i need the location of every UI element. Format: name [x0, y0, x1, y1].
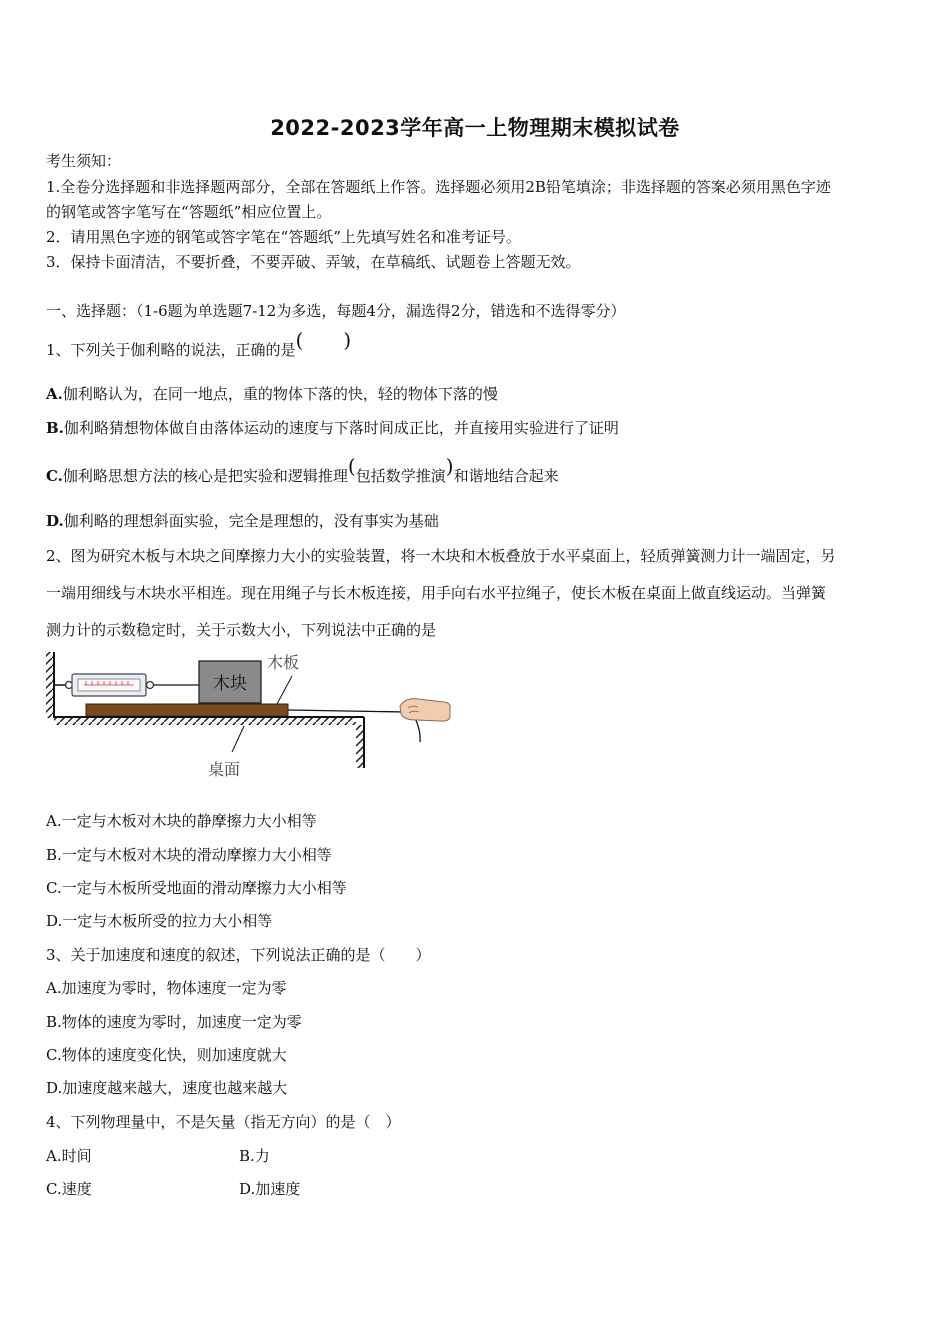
q2-option-d: D.一定与木板所受的拉力大小相等: [46, 912, 273, 930]
wooden-block: [199, 661, 261, 703]
q3-stem: 3、关于加速度和速度的叙述，下列说法正确的是（ ）: [46, 946, 431, 964]
notice-item-1-cont: 的钢笔或答字笔写在“答题纸”相应位置上。: [46, 203, 332, 221]
q1-option-b: [46, 418, 619, 438]
notice-heading: 考生须知：: [46, 152, 122, 170]
notice-item-3: 3．保持卡面清洁，不要折叠，不要弄破、弄皱，在草稿纸、试题卷上答题无效。: [46, 253, 581, 271]
wall: [46, 652, 54, 718]
q2-stem-line-3: 测力计的示数稳定时，关于示数大小，下列说法中正确的是: [46, 621, 437, 639]
q4-stem: 4、下列物理量中，不是矢量（指无方向）的是（ ）: [46, 1113, 401, 1131]
q1-stem-text: 1、下列关于伽利略的说法，正确的是: [46, 341, 296, 359]
page-title: 2022-2023学年高一上物理期末模拟试卷: [270, 116, 680, 140]
q1-stem: [46, 328, 352, 360]
option-letter: D.: [46, 512, 64, 530]
q2-stem-line-1: 2、图为研究木板与木块之间摩擦力大小的实验装置，将一木块和木板叠放于水平桌面上，轻质弹簧测力计一端固定，另: [46, 547, 836, 565]
q1-option-d: [46, 511, 439, 531]
spring-scale: [54, 674, 199, 696]
option-text: 伽利略认为，在同一地点，重的物体下落的快，轻的物体下落的慢: [62, 385, 498, 403]
notice-item-1: 1.全卷分选择题和非选择题两部分，全部在答题纸上作答。选择题必须用2B铅笔填涂；非选择题的答案必须用黑色字迹: [46, 178, 831, 196]
q4-option-a: A.时间: [46, 1147, 92, 1165]
rope: [288, 710, 406, 712]
option-letter: B.: [46, 419, 64, 437]
q1-option-a: [46, 384, 498, 404]
q1-option-c: [46, 454, 559, 486]
paren-left: (: [347, 454, 356, 478]
option-text: 伽利略思想方法的核心是把实验和逻辑推理: [62, 467, 348, 485]
option-text-end: 和谐地结合起来: [453, 467, 559, 485]
option-letter: A.: [46, 385, 63, 403]
option-text: 伽利略猜想物体做自由落体运动的速度与下落时间成正比，并直接用实验进行了证明: [63, 419, 619, 437]
q3-option-a: A.加速度为零时，物体速度一定为零: [46, 979, 287, 997]
q1-bracket: ( ): [295, 328, 352, 352]
q3-option-b: B.物体的速度为零时，加速度一定为零: [46, 1013, 302, 1031]
option-text-inner: 包括数学推演: [355, 467, 446, 485]
block-label: 木块: [213, 674, 247, 694]
q2-stem-line-2: 一端用细线与木块水平相连。现在用绳子与长木板连接，用手向右水平拉绳子，使长木板在桌面上做直线运动。当弹簧: [46, 584, 827, 602]
q2-option-b: B.一定与木板对木块的滑动摩擦力大小相等: [46, 846, 332, 864]
q4-option-d: D.加速度: [239, 1180, 301, 1198]
table-label: 桌面: [208, 760, 241, 779]
q4-option-c: C.速度: [46, 1180, 92, 1198]
friction-apparatus-figure: [44, 650, 464, 785]
notice-item-2: 2．请用黑色字迹的钢笔或答字笔在“答题纸”上先填写姓名和准考证号。: [46, 228, 521, 246]
paren-right: ): [445, 454, 454, 478]
table-surface: [54, 717, 364, 779]
q3-option-c: C.物体的速度变化快，则加速度就大: [46, 1046, 287, 1064]
q3-option-d: D.加速度越来越大，速度也越来越大: [46, 1079, 288, 1097]
q2-option-a: A.一定与木板对木块的静摩擦力大小相等: [46, 812, 317, 830]
q2-option-c: C.一定与木板所受地面的滑动摩擦力大小相等: [46, 879, 347, 897]
option-text: 伽利略的理想斜面实验，完全是理想的，没有事实为基础: [63, 512, 439, 530]
hand-icon: [400, 699, 450, 722]
q4-option-b: B.力: [239, 1147, 270, 1165]
section-heading: 一、选择题：（1-6题为单选题7-12为多选，每题4分，漏选得2分，错选和不选得零分）: [46, 302, 626, 320]
option-letter: C.: [46, 467, 63, 485]
board-label: 木板: [267, 653, 300, 672]
